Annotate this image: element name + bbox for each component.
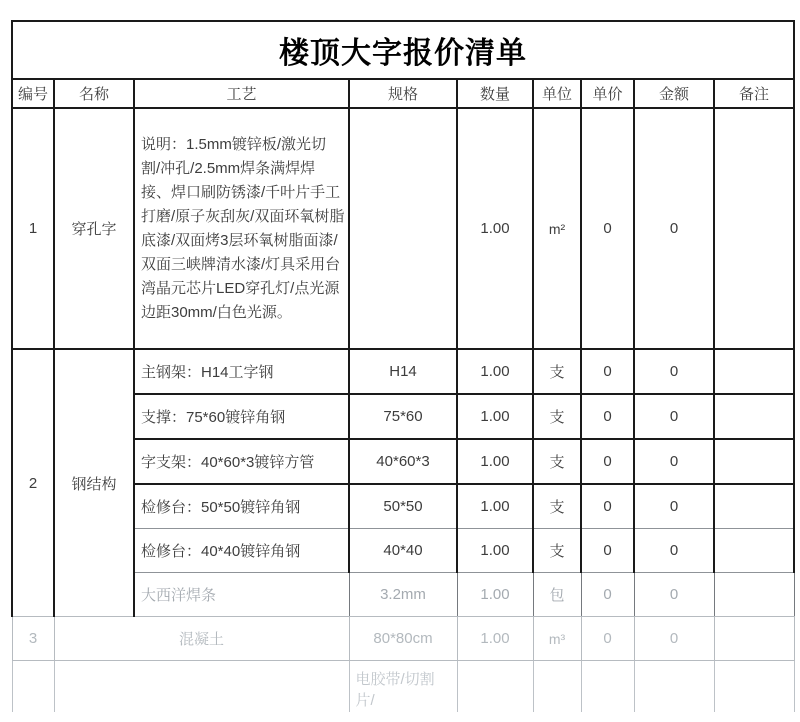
item3-note-cell — [714, 617, 794, 661]
partial-spec-cell: 电胶带/切割片/ — [349, 661, 457, 713]
item3-spec-cell: 80*80cm — [349, 617, 457, 661]
col-header-no: 编号 — [12, 79, 54, 108]
steel4-qty-cell: 1.00 — [457, 484, 533, 529]
steel5-qty-cell: 1.00 — [457, 529, 533, 573]
col-header-price: 单价 — [581, 79, 634, 108]
steel4-note-cell — [714, 484, 794, 529]
table-row-item1 — [12, 108, 794, 349]
steel1-amount-cell: 0 — [634, 349, 714, 394]
steel5-process-cell: 检修台：40*40镀锌角钢 — [134, 529, 349, 573]
col-header-qty: 数量 — [457, 79, 533, 108]
steel4-spec-cell: 50*50 — [349, 484, 457, 529]
title-row — [12, 21, 794, 79]
partial-amount-cell — [634, 661, 714, 713]
steel3-process-cell: 字支架：40*60*3镀锌方管 — [134, 439, 349, 484]
steel5-unit-cell: 支 — [533, 529, 581, 573]
item3-name-cell: 混凝土 — [54, 617, 349, 661]
steel2-qty-cell: 1.00 — [457, 394, 533, 439]
steel5-amount-cell: 0 — [634, 529, 714, 573]
quotation-table — [11, 20, 795, 712]
item1-qty-cell: 1.00 — [457, 108, 533, 349]
steel6-unit-cell: 包 — [533, 573, 581, 617]
steel4-process-cell: 检修台：50*50镀锌角钢 — [134, 484, 349, 529]
partial-unit-cell — [533, 661, 581, 713]
steel1-note-cell — [714, 349, 794, 394]
item1-price-cell: 0 — [581, 108, 634, 349]
col-header-name: 名称 — [54, 79, 134, 108]
item1-process-cell: 说明：1.5mm镀锌板/激光切割/冲孔/2.5mm焊条满焊焊接、焊口刷防锈漆/千叶片手工打磨/原子灰刮灰/双面环氧树脂底漆/双面烤3层环氧树脂面漆/双面三峡牌清水漆/灯具采用台湾晶元芯片LED穿孔灯/点光源边距30mm/白色光源。 — [134, 108, 349, 349]
steel1-unit-cell: 支 — [533, 349, 581, 394]
partial-qty-cell — [457, 661, 533, 713]
steel4-price-cell: 0 — [581, 484, 634, 529]
steel3-note-cell — [714, 439, 794, 484]
partial-price-cell — [581, 661, 634, 713]
steel1-process-cell: 主钢架：H14工字钢 — [134, 349, 349, 394]
table-row-steel-1 — [12, 349, 794, 394]
steel6-qty-cell: 1.00 — [457, 573, 533, 617]
item1-unit-cell: m² — [533, 108, 581, 349]
steel6-spec-cell: 3.2mm — [349, 573, 457, 617]
item1-spec-cell — [349, 108, 457, 349]
item1-note-cell — [714, 108, 794, 349]
steel5-spec-cell: 40*40 — [349, 529, 457, 573]
col-header-note: 备注 — [714, 79, 794, 108]
steel2-unit-cell: 支 — [533, 394, 581, 439]
steel1-spec-cell: H14 — [349, 349, 457, 394]
steel2-note-cell — [714, 394, 794, 439]
col-header-spec: 规格 — [349, 79, 457, 108]
item3-price-cell: 0 — [581, 617, 634, 661]
steel5-note-cell — [714, 529, 794, 573]
steel3-qty-cell: 1.00 — [457, 439, 533, 484]
item2-no-cell: 2 — [12, 349, 54, 617]
item1-amount-cell: 0 — [634, 108, 714, 349]
steel2-amount-cell: 0 — [634, 394, 714, 439]
item3-no-cell: 3 — [12, 617, 54, 661]
partial-note-cell — [714, 661, 794, 713]
item1-name-cell: 穿孔字 — [54, 108, 134, 349]
item2-name-cell: 钢结构 — [54, 349, 134, 617]
steel1-price-cell: 0 — [581, 349, 634, 394]
item3-qty-cell: 1.00 — [457, 617, 533, 661]
steel1-qty-cell: 1.00 — [457, 349, 533, 394]
steel6-process-cell: 大西洋焊条 — [134, 573, 349, 617]
steel5-price-cell: 0 — [581, 529, 634, 573]
steel6-price-cell: 0 — [581, 573, 634, 617]
steel2-spec-cell: 75*60 — [349, 394, 457, 439]
steel3-spec-cell: 40*60*3 — [349, 439, 457, 484]
steel3-amount-cell: 0 — [634, 439, 714, 484]
steel6-note-cell — [714, 573, 794, 617]
item3-unit-cell: m³ — [533, 617, 581, 661]
partial-no-cell — [12, 661, 54, 713]
partial-name-cell — [54, 661, 349, 713]
col-header-amount: 金额 — [634, 79, 714, 108]
table-row-partial — [12, 661, 794, 713]
steel3-unit-cell: 支 — [533, 439, 581, 484]
quotation-sheet — [11, 20, 800, 712]
col-header-process: 工艺 — [134, 79, 349, 108]
item3-amount-cell: 0 — [634, 617, 714, 661]
table-row-item3 — [12, 617, 794, 661]
steel4-amount-cell: 0 — [634, 484, 714, 529]
steel2-price-cell: 0 — [581, 394, 634, 439]
header-row — [12, 79, 794, 108]
steel3-price-cell: 0 — [581, 439, 634, 484]
steel4-unit-cell: 支 — [533, 484, 581, 529]
steel6-amount-cell: 0 — [634, 573, 714, 617]
col-header-unit: 单位 — [533, 79, 581, 108]
page-title: 楼顶大字报价清单 — [12, 21, 794, 79]
item1-no-cell: 1 — [12, 108, 54, 349]
steel2-process-cell: 支撑：75*60镀锌角钢 — [134, 394, 349, 439]
